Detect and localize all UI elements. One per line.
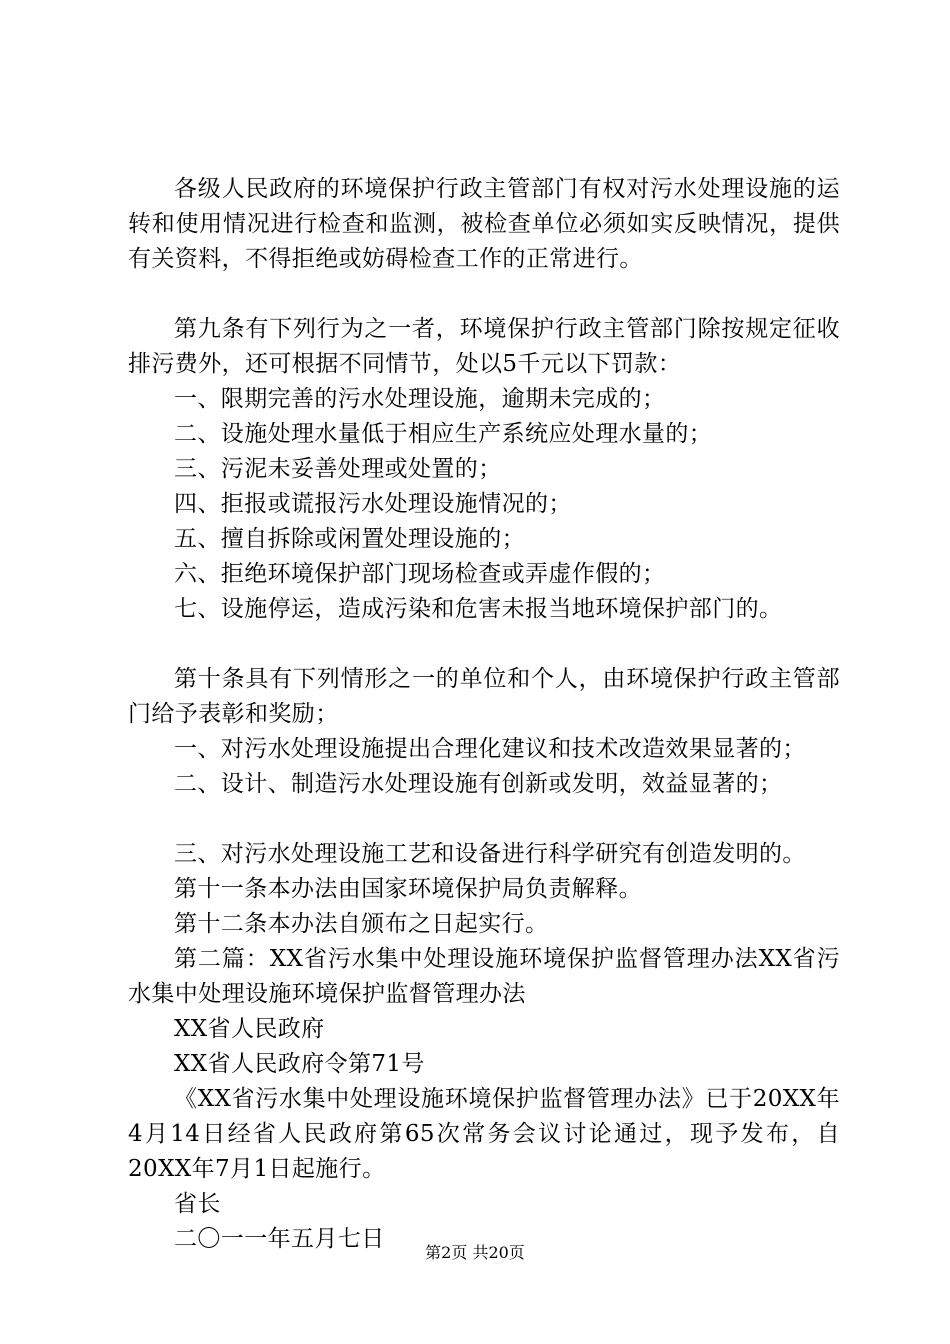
list-item-article-9-7: 七、设施停运，造成污染和危害未报当地环境保护部门的。 bbox=[174, 596, 783, 622]
list-item-article-9-4: 四、拒报或谎报污水处理设施情况的； bbox=[174, 491, 572, 517]
list-item-article-10-1: 一、对污水处理设施提出合理化建议和技术改造效果显著的； bbox=[174, 736, 806, 762]
paragraph-article-12: 第十二条本办法自颁布之日起实行。 bbox=[174, 911, 549, 937]
promulgation-paragraph: 《XX省污水集中处理设施环境保护监督管理办法》已于20XX年4月14日经省人民政府第65次常务会议讨论通过，现予发布，自20XX年7月1日起施行。 bbox=[128, 1086, 840, 1182]
list-item-article-10-3: 三、对污水处理设施工艺和设备进行科学研究有创造发明的。 bbox=[174, 841, 806, 867]
paragraph-gap bbox=[128, 627, 840, 662]
page-number-footer: 第2页 共20页 bbox=[425, 1243, 525, 1262]
paragraph-article-10: 第十条具有下列情形之一的单位和个人，由环境保护行政主管部门给予表彰和奖励； bbox=[128, 666, 840, 727]
decree-number: XX省人民政府令第71号 bbox=[174, 1051, 425, 1077]
list-item-article-9-2: 二、设施处理水量低于相应生产系统应处理水量的； bbox=[174, 421, 713, 447]
paragraph-article-11: 第十一条本办法由国家环境保护局负责解释。 bbox=[174, 876, 642, 902]
list-item-article-9-3: 三、污泥未妥善处理或处置的； bbox=[174, 456, 502, 482]
document-date: 二〇一一年五月七日 bbox=[174, 1226, 385, 1252]
document-body bbox=[128, 172, 840, 1257]
list-item-article-9-1: 一、限期完善的污水处理设施，逾期未完成的； bbox=[174, 386, 666, 412]
paragraph-article-9: 第九条有下列行为之一者，环境保护行政主管部门除按规定征收排污费外，还可根据不同情节，处以5千元以下罚款： bbox=[128, 316, 840, 377]
section-heading-part-2: 第二篇：XX省污水集中处理设施环境保护监督管理办法XX省污水集中处理设施环境保护监督管理办法 bbox=[128, 946, 840, 1007]
list-item-article-9-5: 五、擅自拆除或闲置处理设施的； bbox=[174, 526, 525, 552]
paragraph-inspection-rights: 各级人民政府的环境保护行政主管部门有权对污水处理设施的运转和使用情况进行检查和监测，被检查单位必须如实反映情况，提供有关资料，不得拒绝或妨碍检查工作的正常进行。 bbox=[128, 176, 840, 272]
list-item-article-10-2: 二、设计、制造污水处理设施有创新或发明，效益显著的； bbox=[174, 771, 783, 797]
issuing-authority: XX省人民政府 bbox=[174, 1016, 325, 1042]
signatory-title: 省长 bbox=[174, 1191, 221, 1217]
paragraph-gap bbox=[128, 802, 840, 837]
list-item-article-9-6: 六、拒绝环境保护部门现场检查或弄虚作假的； bbox=[174, 561, 666, 587]
paragraph-gap bbox=[128, 277, 840, 312]
